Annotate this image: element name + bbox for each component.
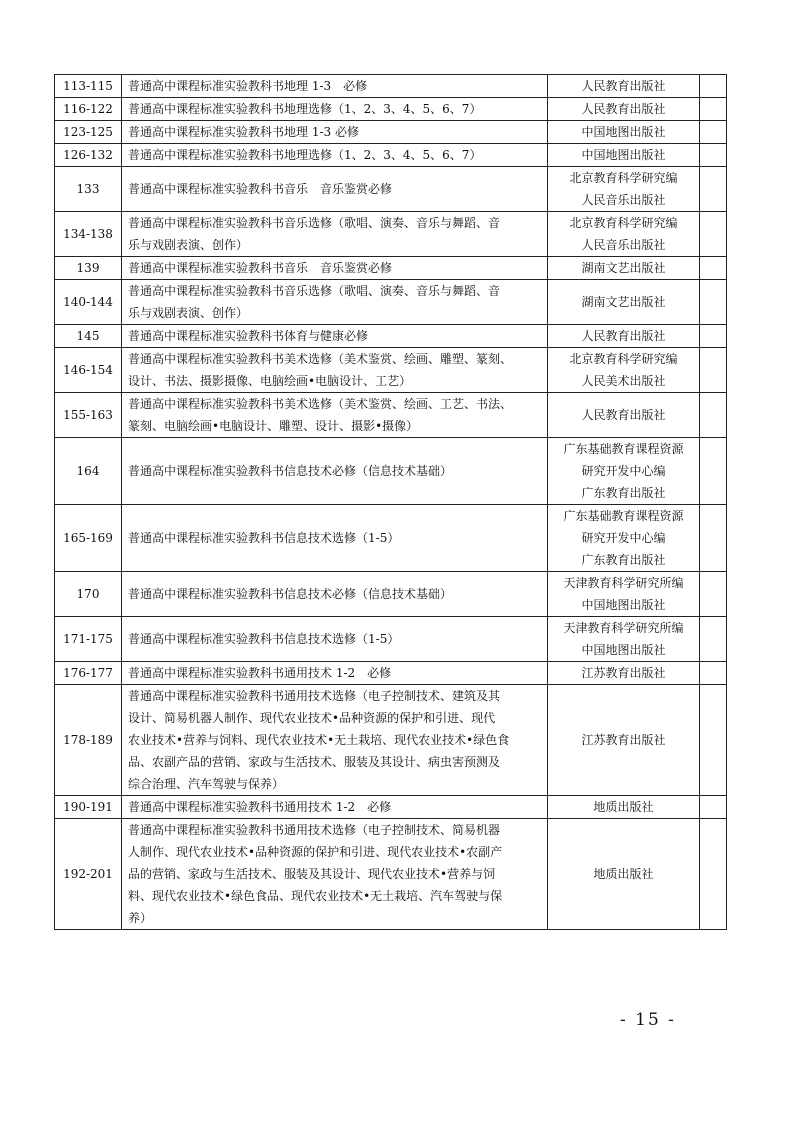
book-title-line: 普通高中课程标准实验教科书地理选修（1、2、3、4、5、6、7） [128, 102, 482, 116]
publisher-line: 人民教育出版社 [581, 408, 666, 422]
table-row [55, 819, 727, 930]
book-title-cell [122, 212, 548, 257]
publisher-line: 人民音乐出版社 [581, 193, 666, 207]
publisher-line: 湖南文艺出版社 [581, 261, 666, 275]
publisher-line: 人民教育出版社 [581, 329, 666, 343]
book-title-line: 普通高中课程标准实验教科书体育与健康必修 [128, 329, 369, 343]
book-title-line: 普通高中课程标准实验教科书美术选修（美术鉴赏、绘画、雕塑、篆刻、 [128, 352, 513, 366]
publisher-line: 中国地图出版社 [581, 125, 666, 139]
publisher-cell [548, 662, 700, 685]
table-row [55, 617, 727, 662]
table-row [55, 75, 727, 98]
book-title-line: 综合治理、汽车驾驶与保养） [128, 777, 285, 791]
book-title-line: 普通高中课程标准实验教科书地理 1-3 必修 [128, 79, 368, 93]
table-row [55, 438, 727, 505]
publisher-line: 中国地图出版社 [581, 643, 666, 657]
table-row [55, 572, 727, 617]
book-title-line: 设计、书法、摄影摄像、电脑绘画•电脑设计、工艺） [128, 374, 412, 388]
note-cell [700, 393, 727, 438]
publisher-line: 中国地图出版社 [581, 148, 666, 162]
book-title-cell [122, 685, 548, 796]
publisher-line: 湖南文艺出版社 [581, 295, 666, 309]
publisher-line: 天津教育科学研究所编 [563, 576, 684, 590]
publisher-cell [548, 348, 700, 393]
book-title-cell [122, 280, 548, 325]
book-number-cell: 178-189 [55, 685, 122, 796]
publisher-line: 广东基础教育课程资源 [563, 509, 684, 523]
book-number-cell: 134-138 [55, 212, 122, 257]
publisher-cell [548, 685, 700, 796]
book-title-line: 品、农副产品的营销、家政与生活技术、服装及其设计、病虫害预测及 [128, 755, 501, 769]
table-row [55, 393, 727, 438]
book-title-line: 普通高中课程标准实验教科书地理选修（1、2、3、4、5、6、7） [128, 148, 482, 162]
book-number-cell: 123-125 [55, 121, 122, 144]
note-cell [700, 325, 727, 348]
book-title-cell [122, 98, 548, 121]
publisher-cell [548, 438, 700, 505]
table-row [55, 685, 727, 796]
book-title-line: 乐与戏剧表演、创作） [128, 238, 249, 252]
publisher-line: 北京教育科学研究编 [569, 171, 678, 185]
publisher-line: 广东教育出版社 [581, 553, 666, 567]
publisher-line: 广东基础教育课程资源 [563, 442, 684, 456]
publisher-cell [548, 572, 700, 617]
book-number-cell: 155-163 [55, 393, 122, 438]
book-title-line: 普通高中课程标准实验教科书通用技术选修（电子控制技术、建筑及其 [128, 689, 501, 703]
publisher-line: 地质出版社 [593, 867, 654, 881]
publisher-cell [548, 280, 700, 325]
note-cell [700, 662, 727, 685]
book-number-cell: 116-122 [55, 98, 122, 121]
publisher-line: 地质出版社 [593, 800, 654, 814]
publisher-line: 人民教育出版社 [581, 79, 666, 93]
note-cell [700, 144, 727, 167]
book-title-line: 普通高中课程标准实验教科书音乐 音乐鉴赏必修 [128, 182, 393, 196]
note-cell [700, 617, 727, 662]
note-cell [700, 98, 727, 121]
book-number-cell: 145 [55, 325, 122, 348]
book-title-cell [122, 572, 548, 617]
book-title-line: 普通高中课程标准实验教科书音乐 音乐鉴赏必修 [128, 261, 393, 275]
publisher-cell [548, 325, 700, 348]
publisher-cell [548, 393, 700, 438]
publisher-cell [548, 617, 700, 662]
publisher-line: 江苏教育出版社 [581, 666, 666, 680]
note-cell [700, 280, 727, 325]
note-cell [700, 212, 727, 257]
note-cell [700, 348, 727, 393]
book-number-cell: 176-177 [55, 662, 122, 685]
book-title-cell [122, 662, 548, 685]
table-row [55, 348, 727, 393]
book-number-cell: 192-201 [55, 819, 122, 930]
publisher-cell [548, 505, 700, 572]
note-cell [700, 75, 727, 98]
book-title-cell [122, 167, 548, 212]
table-row [55, 505, 727, 572]
publisher-cell [548, 796, 700, 819]
publisher-line: 人民音乐出版社 [581, 238, 666, 252]
publisher-cell [548, 144, 700, 167]
note-cell [700, 796, 727, 819]
publisher-cell [548, 257, 700, 280]
book-number-cell: 170 [55, 572, 122, 617]
book-title-line: 品的营销、家政与生活技术、服装及其设计、现代农业技术•营养与饲 [128, 867, 496, 881]
table-row [55, 257, 727, 280]
book-title-line: 乐与戏剧表演、创作） [128, 306, 249, 320]
publisher-cell [548, 121, 700, 144]
table-row [55, 325, 727, 348]
book-title-cell [122, 75, 548, 98]
book-title-line: 普通高中课程标准实验教科书音乐选修（歌唱、演奏、音乐与舞蹈、音 [128, 216, 501, 230]
book-title-line: 农业技术•营养与饲料、现代农业技术•无土栽培、现代农业技术•绿色食 [128, 733, 510, 747]
publisher-line: 研究开发中心编 [581, 531, 666, 545]
publisher-line: 北京教育科学研究编 [569, 216, 678, 230]
note-cell [700, 438, 727, 505]
book-title-line: 普通高中课程标准实验教科书信息技术必修（信息技术基础） [128, 587, 453, 601]
table-row [55, 212, 727, 257]
book-title-cell [122, 144, 548, 167]
book-title-cell [122, 325, 548, 348]
book-title-cell [122, 393, 548, 438]
book-title-line: 普通高中课程标准实验教科书通用技术 1-2 必修 [128, 666, 392, 680]
book-title-line: 普通高中课程标准实验教科书音乐选修（歌唱、演奏、音乐与舞蹈、音 [128, 284, 501, 298]
book-title-cell [122, 796, 548, 819]
book-title-cell [122, 121, 548, 144]
note-cell [700, 572, 727, 617]
book-title-cell [122, 257, 548, 280]
book-number-cell: 165-169 [55, 505, 122, 572]
book-title-line: 养） [128, 911, 153, 925]
publisher-line: 广东教育出版社 [581, 486, 666, 500]
textbook-table [54, 74, 727, 930]
publisher-line: 研究开发中心编 [581, 464, 666, 478]
book-number-cell: 146-154 [55, 348, 122, 393]
publisher-cell [548, 75, 700, 98]
publisher-cell [548, 167, 700, 212]
table-body [55, 75, 727, 930]
publisher-line: 人民教育出版社 [581, 102, 666, 116]
table-row [55, 662, 727, 685]
book-title-line: 人制作、现代农业技术•品种资源的保护和引进、现代农业技术•农副产 [128, 845, 503, 859]
publisher-cell [548, 819, 700, 930]
publisher-line: 天津教育科学研究所编 [563, 621, 684, 635]
book-title-cell [122, 438, 548, 505]
table-row [55, 98, 727, 121]
note-cell [700, 121, 727, 144]
table-row [55, 796, 727, 819]
publisher-line: 北京教育科学研究编 [569, 352, 678, 366]
book-number-cell: 171-175 [55, 617, 122, 662]
book-title-line: 普通高中课程标准实验教科书通用技术选修（电子控制技术、简易机器 [128, 823, 501, 837]
publisher-cell [548, 212, 700, 257]
book-number-cell: 133 [55, 167, 122, 212]
book-title-line: 普通高中课程标准实验教科书通用技术 1-2 必修 [128, 800, 392, 814]
note-cell [700, 167, 727, 212]
book-title-cell [122, 819, 548, 930]
book-number-cell: 113-115 [55, 75, 122, 98]
book-title-line: 普通高中课程标准实验教科书信息技术必修（信息技术基础） [128, 464, 453, 478]
publisher-line: 人民美术出版社 [581, 374, 666, 388]
book-title-line: 篆刻、电脑绘画•电脑设计、雕塑、设计、摄影•摄像） [128, 419, 419, 433]
book-number-cell: 190-191 [55, 796, 122, 819]
table-row [55, 280, 727, 325]
book-number-cell: 140-144 [55, 280, 122, 325]
book-number-cell: 126-132 [55, 144, 122, 167]
book-title-cell [122, 617, 548, 662]
page-number: - 15 - [620, 1010, 676, 1030]
book-title-line: 设计、简易机器人制作、现代农业技术•品种资源的保护和引进、现代 [128, 711, 496, 725]
book-number-cell: 164 [55, 438, 122, 505]
table-row [55, 121, 727, 144]
note-cell [700, 505, 727, 572]
note-cell [700, 685, 727, 796]
note-cell [700, 819, 727, 930]
publisher-line: 中国地图出版社 [581, 598, 666, 612]
book-title-line: 普通高中课程标准实验教科书信息技术选修（1-5） [128, 531, 400, 545]
book-title-cell [122, 505, 548, 572]
book-title-line: 普通高中课程标准实验教科书美术选修（美术鉴赏、绘画、工艺、书法、 [128, 397, 513, 411]
book-number-cell: 139 [55, 257, 122, 280]
table-row [55, 167, 727, 212]
book-title-cell [122, 348, 548, 393]
table-row [55, 144, 727, 167]
publisher-line: 江苏教育出版社 [581, 733, 666, 747]
publisher-cell [548, 98, 700, 121]
book-title-line: 普通高中课程标准实验教科书信息技术选修（1-5） [128, 632, 400, 646]
book-title-line: 普通高中课程标准实验教科书地理 1-3 必修 [128, 125, 359, 139]
note-cell [700, 257, 727, 280]
book-title-line: 料、现代农业技术•绿色食品、现代农业技术•无土栽培、汽车驾驶与保 [128, 889, 503, 903]
